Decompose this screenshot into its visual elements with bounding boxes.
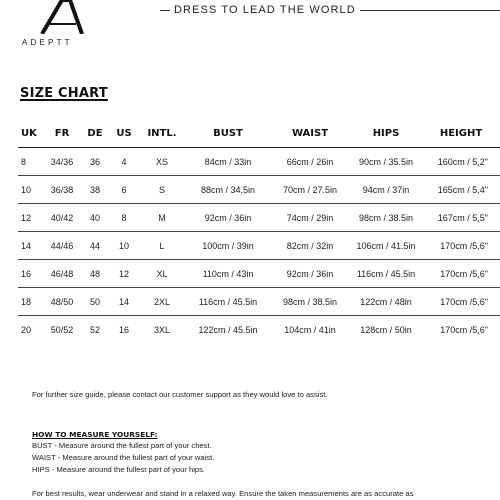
cell-fr: 48/50 (44, 288, 80, 316)
cell-us: 14 (110, 288, 138, 316)
cell-us: 12 (110, 260, 138, 288)
cell-height: 165cm / 5,4" (422, 176, 500, 204)
support-note: For further size guide, please contact our customer support as they would love to assist. (32, 390, 328, 399)
cell-bust: 110cm / 43in (186, 260, 270, 288)
cell-intl: M (138, 204, 186, 232)
cell-waist: 74cm / 29in (270, 204, 350, 232)
cell-us: 16 (118, 324, 129, 335)
cell-us: 6 (110, 176, 138, 204)
best-results-note: For best results, wear underwear and stand in a relaxed way. Ensure the taken measurements are as accurate as (32, 489, 414, 498)
cell-fr: 46/48 (44, 260, 80, 288)
col-header-height: HEIGHT (422, 120, 500, 148)
cell-waist: 70cm / 27.5in (270, 176, 350, 204)
cell-fr: 50/52 (50, 324, 74, 335)
cell-intl: XL (138, 260, 186, 288)
cell-hips: 94cm / 37in (350, 176, 422, 204)
cell-uk: 18 (18, 288, 44, 316)
cell-de: 40 (80, 204, 110, 232)
col-header-uk: UK (18, 120, 44, 148)
cell-fr: 44/46 (44, 232, 80, 260)
cell-fr: 34/36 (44, 148, 80, 176)
cell-bust: 100cm / 39in (186, 232, 270, 260)
cell-hips: 122cm / 48in (350, 288, 422, 316)
cell-height: 170cm /5,6" (422, 260, 500, 288)
cell-uk: 16 (18, 260, 44, 288)
cell-uk: 12 (18, 204, 44, 232)
col-header-us: US (110, 120, 138, 148)
cell-hips: 106cm / 41.5in (350, 232, 422, 260)
cell-waist: 104cm / 41in (284, 324, 336, 335)
cell-intl: L (138, 232, 186, 260)
cell-height: 167cm / 5,5" (422, 204, 500, 232)
cell-hips: 98cm / 38.5in (350, 204, 422, 232)
cell-height: 170cm /5,6" (422, 232, 500, 260)
cell-intl: 3XL (153, 324, 170, 335)
cell-height: 160cm / 5,2" (422, 148, 500, 176)
cell-waist: 92cm / 36in (270, 260, 350, 288)
cell-us: 10 (110, 232, 138, 260)
cell-intl: XS (138, 148, 186, 176)
cell-de: 36 (80, 148, 110, 176)
cell-bust: 88cm / 34.5in (186, 176, 270, 204)
cell-height: 170cm /5,6" (440, 324, 488, 335)
cell-fr: 40/42 (44, 204, 80, 232)
cell-de: 50 (80, 288, 110, 316)
table-row (18, 288, 500, 316)
table-row (18, 316, 500, 344)
measure-bust: BUST - Measure around the fullest part of your chest. (32, 441, 212, 450)
cell-hips: 90cm / 35.5in (350, 148, 422, 176)
table-row (18, 204, 500, 232)
col-header-waist: WAIST (270, 120, 350, 148)
cell-de: 48 (80, 260, 110, 288)
col-header-fr: FR (44, 120, 80, 148)
col-header-bust: BUST (186, 120, 270, 148)
cell-bust: 116cm / 45.5in (186, 288, 270, 316)
cell-intl: 2XL (138, 288, 186, 316)
measure-heading: HOW TO MEASURE YOURSELF: (32, 430, 158, 439)
cell-waist: 98cm / 38.5in (270, 288, 350, 316)
table-header-row (18, 120, 500, 148)
measure-waist: WAIST - Measure around the fullest part of your waist. (32, 453, 215, 462)
cell-intl: S (138, 176, 186, 204)
cell-us: 8 (110, 204, 138, 232)
col-header-intl: INTL. (138, 120, 186, 148)
cell-uk: 14 (18, 232, 44, 260)
cell-uk: 20 (21, 324, 32, 335)
cell-de: 44 (80, 232, 110, 260)
size-chart-table (18, 120, 500, 343)
table-row (18, 232, 500, 260)
measure-hips: HIPS - Measure around the fullest part of your hips. (32, 465, 206, 474)
cell-fr: 36/38 (44, 176, 80, 204)
cell-bust: 84cm / 33in (186, 148, 270, 176)
logo-a-mark-icon (36, 0, 88, 34)
brand-name: ADEPTT (22, 38, 73, 47)
cell-bust: 122cm / 45.5in (198, 324, 258, 335)
cell-de: 52 (89, 324, 100, 335)
tagline: DRESS TO LEAD THE WORLD (170, 4, 360, 16)
cell-hips: 116cm / 45.5in (350, 260, 422, 288)
cell-hips: 128cm / 50in (360, 324, 412, 335)
size-chart-title: SIZE CHART (20, 86, 108, 101)
cell-de: 38 (80, 176, 110, 204)
table-row (18, 176, 500, 204)
col-header-de: DE (80, 120, 110, 148)
table-row (18, 260, 500, 288)
cell-waist: 82cm / 32in (270, 232, 350, 260)
col-header-hips: HIPS (350, 120, 422, 148)
tagline-rule-left (160, 10, 170, 11)
table-row (18, 148, 500, 176)
cell-us: 4 (110, 148, 138, 176)
cell-uk: 8 (18, 148, 44, 176)
cell-bust: 92cm / 36in (186, 204, 270, 232)
cell-height: 170cm /5,6" (422, 288, 500, 316)
cell-uk: 10 (18, 176, 44, 204)
cell-waist: 66cm / 26in (270, 148, 350, 176)
